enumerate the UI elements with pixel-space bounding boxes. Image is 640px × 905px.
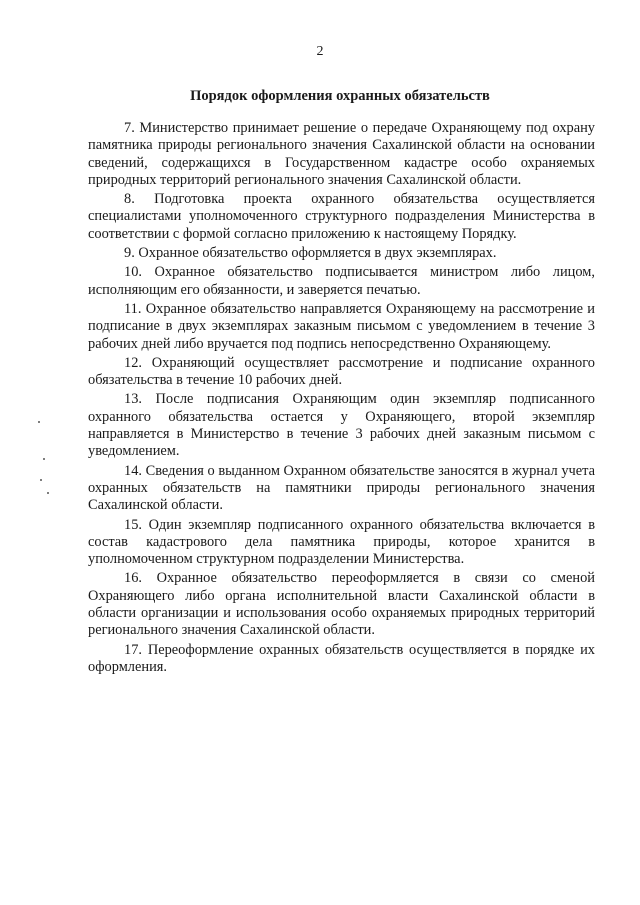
scan-speck xyxy=(47,492,49,494)
document-body xyxy=(88,120,595,678)
paragraph-8: 8. Подготовка проекта охранного обязательства осуществляется специалистами уполномоченного структурного подразделения Министерства в соответствии с формой согласно приложению к настоящему Порядку. xyxy=(88,191,595,242)
paragraph-15: 15. Один экземпляр подписанного охранного обязательства включается в состав кадастрового дела памятника природы, которое хранится в уполномоченном структурном подразделении Министерства. xyxy=(88,516,595,568)
scan-speck xyxy=(40,479,42,481)
page-number: 2 xyxy=(316,44,324,59)
paragraph-11: 11. Охранное обязательство направляется Охраняющему на рассмотрение и подписание в двух экземплярах заказным письмом с уведомлением в течение 3 рабочих дней либо вручается под подпись непосредственно Охраняющему. xyxy=(88,300,595,352)
paragraph-17: 17. Переоформление охранных обязательств осуществляется в порядке их оформления. xyxy=(88,641,595,675)
scan-speck xyxy=(38,421,40,423)
scan-speck xyxy=(43,458,45,460)
section-heading: Порядок оформления охранных обязательств xyxy=(190,88,490,104)
paragraph-10: 10. Охранное обязательство подписывается министром либо лицом, исполняющим его обязанности, и заверяется печатью. xyxy=(88,264,595,298)
paragraph-13: 13. После подписания Охраняющим один экземпляр подписанного охранного обязательства остается у Охраняющего, второй экземпляр направляется в Министерство в течение 3 рабочих дней заказным письмом с уведомлением. xyxy=(88,391,595,460)
paragraph-14: 14. Сведения о выданном Охранном обязательстве заносятся в журнал учета охранных обязательств на памятники природы регионального значения Сахалинской области. xyxy=(88,462,595,514)
paragraph-7: 7. Министерство принимает решение о передаче Охраняющему под охрану памятника природы регионального значения Сахалинской области на основании сведений, содержащихся в Государственном кадастре особо охраняемых природных территорий регионального значения Сахалинской области. xyxy=(88,120,595,188)
paragraph-12: 12. Охраняющий осуществляет рассмотрение и подписание охранного обязательства в течение 10 рабочих дней. xyxy=(88,354,595,389)
paragraph-9: 9. Охранное обязательство оформляется в двух экземплярах. xyxy=(124,245,497,262)
paragraph-16: 16. Охранное обязательство переоформляется в связи со сменой Охраняющего либо органа исполнительной власти Сахалинской области в области организации и использования особо охраняемых природных территорий регионального значения Сахалинской области. xyxy=(88,570,595,639)
